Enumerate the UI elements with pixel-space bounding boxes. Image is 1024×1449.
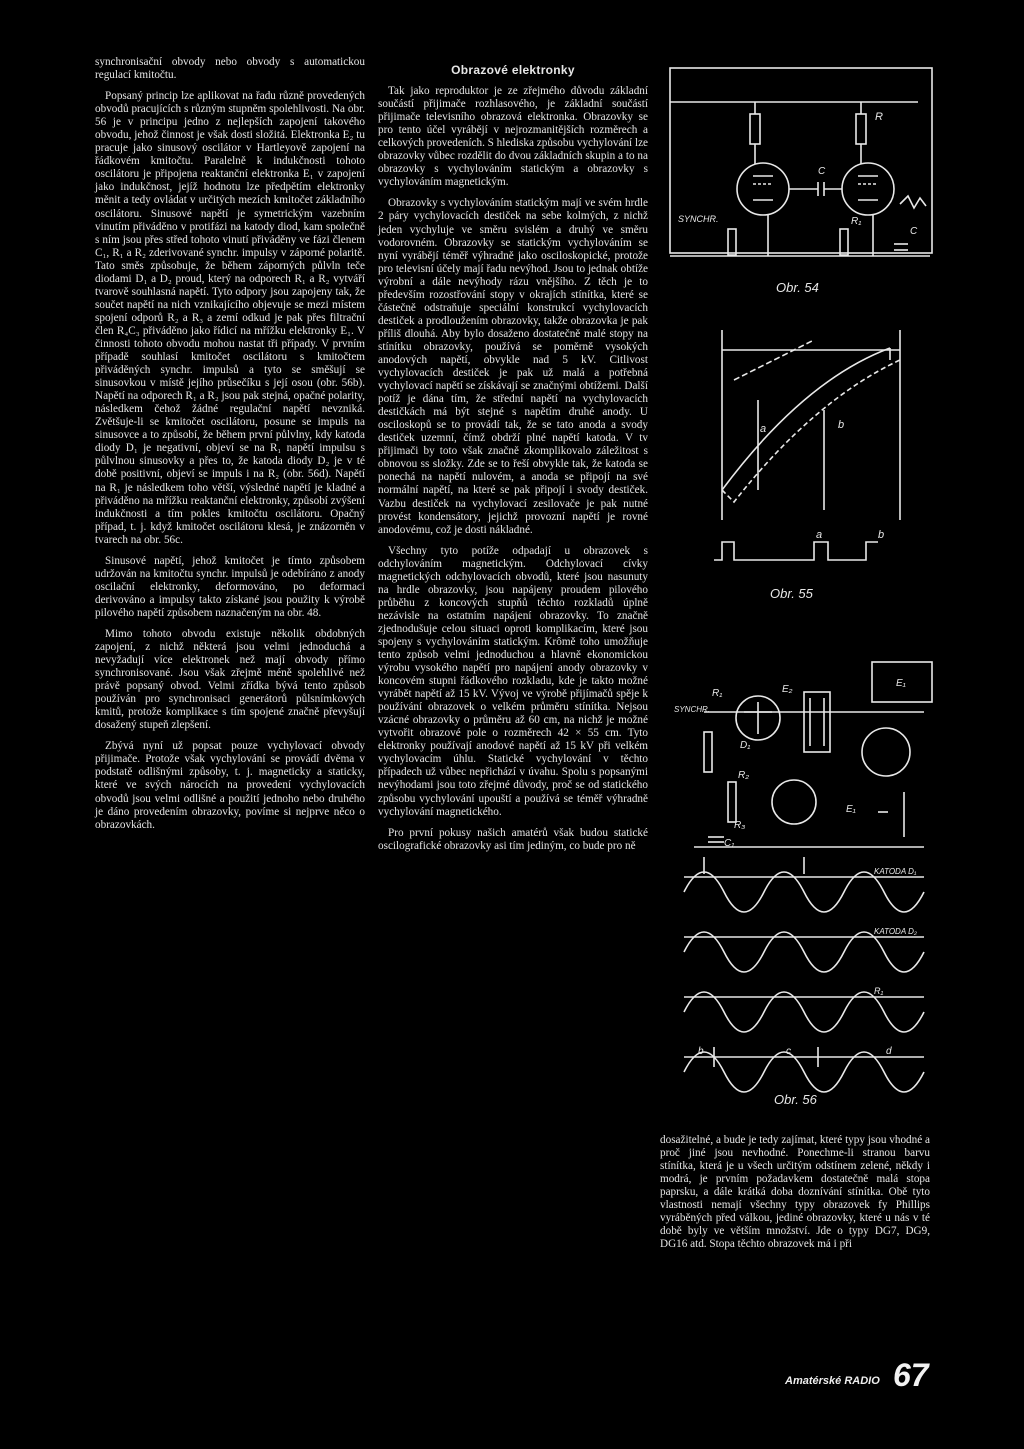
label-e2-top: E₂: [782, 684, 793, 695]
text-column-1: [95, 56, 365, 832]
paragraph: Popsaný princip lze aplikovat na řadu různě provedených obvodů pracujících s různým stupněm spolehlivosti. Na obr. 56 je v principu jedno z nejlepších zapojení takového obvodu, jehož činnost je však dosti složitá. Elektronka E₂ tu pracuje jako sinusový oscilátor v Hartleyově zapojení na řádkovém kmitočtu. Paralelně k indukčnosti tohoto oscilátoru je připojena reaktanční elektronka E₁ v zapojení jako indukčnost, jejíž hodnotu lze předpětím elektronky měnit a tedy ovládat v určitých mezích kmitočet základního oscilátoru. Sinusové napětí je symetrickým vazebním vinutím přiváděno v protifázi na katody diod, kam společně s ním jsou přes střed tohoto vinutí přiváděny ve fázi členem C₁, R₁ a R₂ zderivované synchr. impulsy v záporné polaritě. Tato směs způsobuje, že během záporných půlvln teče diodami D₁ a D₂ proud, který na odporech R₁ a R₂ vytváří tvarově souhlasná napětí. Tyto odpory jsou zapojeny tak, že součet napětí na nich vznikajícího objevuje se mezi místem spojení odporů R₂ a R₃ a zemí odkud je pak přes filtrační člen R₄C₃ přiváděno jako řídicí na mřížku elektronky E₁. V činnosti tohoto obvodu mohou nastat tři případy. V prvním případě souhlasí kmitočet oscilátoru s kmitočtem přiváděných synchr. impulsů a tyto se směšují se sinusovkou v místě jejího průsečíku s její osou (obr. 56b). Napětí na odporech R₁ a R₂ jsou pak stejná, opačné polarity, následkem čehož žádné regulační napětí nevzniká. Zvětšuje-li se kmitočet oscilátoru, posune se impuls na sinusovce a to způsobí, že během první půlvlny, kdy katoda diody D₁ je negativní, objeví se na R₁ napětí impulsu s půlvlnou sinusovky a přes to, že katoda diody D₂ je v té době positivní, objeví se impuls i na R₂ (obr. 56d). Napětí na R₁ je následkem toho větší, výsledné napětí je kladné a přiváděno na mřížku reaktanční elektronky, způsobí zvýšení indukčnosti a tím pokles kmitočtu oscilátoru. Opačný případ, t. j. když kmitočet oscilátoru klesá, je znázorněn v tvarech na obr. 56c.: [95, 90, 365, 546]
label-b: b: [838, 419, 845, 431]
paragraph: Pro první pokusy našich amatérů však budou statické oscilografické obrazovky asi tím jediným, co bude pro ně: [378, 826, 648, 852]
label-katoda-d1: KATODA D₁: [874, 867, 917, 876]
label-e1-top: E₁: [896, 678, 906, 689]
label-d: d: [886, 1046, 892, 1057]
label-r1-wave: R₁: [874, 986, 884, 996]
figure-frame: [670, 68, 932, 253]
paragraph: dosažitelné, a bude je tedy zajímat, které typy jsou vhodné a proč jiné jsou nevhodné. Ponechme-li stranou barvu stínítka, která je u všech určitým odstínem zelené, někdy i modrá, je prvním požadavkem dostatečně malá stopa paprsku, a dále krátká doba doznívání stínítka. Obě tyto vlastnosti nemají všechny typy obrazovek fy Phillips vyráběných před válkou, jediné obrazovky, které u nás v té době byly ve větším množství. Jde o typy DG7, DG9, DG16 atd. Stopa těchto obrazovek má i při: [660, 1134, 930, 1251]
label-r1: R₁: [851, 216, 862, 227]
tube-1: [737, 163, 789, 215]
label-e1: E₁: [846, 804, 856, 815]
tube-2: [842, 163, 894, 215]
caption-obr-55: Obr. 55: [770, 586, 813, 601]
paragraph: Tak jako reproduktor je ze zřejmého důvodu základní součástí přijimače rozhlasového, je základní součástí přijimače televisního obrazová elektronka. Obrazovky se pro tento účel vyrábějí v nejrozmanitějších rozměrech a celkových provedeních. S hlediska způsobu vychylování lze obrazovky vůbec rozdělit do dvou základních skupin a to na obrazovky s vychylováním statickým a obrazovky s vychylováním magnetickým.: [378, 85, 648, 189]
label-synchr: SYNCHR.: [678, 214, 719, 224]
page-number: 67: [893, 1357, 929, 1393]
label-c: C: [818, 166, 826, 177]
tube-e1: [862, 728, 910, 776]
paragraph: synchronisační obvody nebo obvody s automatickou regulací kmitočtu.: [95, 56, 365, 82]
caption-obr-54: Obr. 54: [776, 280, 819, 295]
paragraph: Obrazovky s vychylováním statickým mají ve svém hrdle 2 páry vychylovacích destiček na sebe kolmých, z nichž jeden vychyluje ve směru svislém a druhý ve směru vodorovném. Obrazovky se statickým vychylováním se nyní vyrábějí téměř výhradně jako osciloskopické, protože pro televisní účely mají řadu nevýhod. Jsou to jednak obtíže výrobní a dále nevýhody rázu vnějšího. Z těch je to především rozostřování stopy v okrajích stínítka, které se částečně odstraňuje speciální konstrukcí vychylovacích destiček a prodloužením obrazovky, takže obrazovka je pak příliš dlouhá. Aby bylo dosaženo dostatečně malé stopy na stínítku obrazovky, používá se poměrně vysokých anodových napětí, obvykle nad 5 kV. Citlivost vychylovacích destiček je pak už malá a potřebná vychylovací napětí se získávají se značnými obtížemi. Další potíž je dána tím, že střední napětí na vychylovacích destičkách má být stejné s napětím druhé anody. U osciloskopů se to provádí tak, že se tato anoda a svody destiček uzemní, čímž obdrží plné napětí katoda. V tv přijimači by toto však značně zkomplikovalo záležitost s obnovou ss složky. Zde se to řeší obvykle tak, že katoda se ponechá na napětí nulovém, a anoda se připojí na své normální napětí, na které se pak připojí i svody destiček. Vazbu destiček na vychylovací zesilovače je pak nutné provést kondensátory, jejichž provozní napětí je rovné anodovému, což je dosti nákladné.: [378, 197, 648, 536]
paragraph: Sinusové napětí, jehož kmitočet je tímto způsobem udržován na kmitočtu synchr. impulsů je odebíráno z anody oscilační elektronky, deformováno, po deformaci derivováno a impulsy takto získané jsou použity k výrobě pilového napětí způsobem naznačeným na obr. 48.: [95, 554, 365, 619]
figure-55-waveforms: [694, 320, 934, 620]
magazine-name: Amatérské RADIO: [785, 1375, 880, 1387]
label-r: R: [875, 111, 883, 123]
coil: [804, 692, 830, 752]
text-column-3: [660, 1134, 930, 1251]
label-b2: b: [878, 529, 885, 541]
paragraph: Všechny tyto potíže odpadají u obrazovek s odchylováním magnetickým. Odchylovací cívky magnetických odchylovacích obvodů, které jsou nasunuty na hrdle obrazovky, jsou napájeny proudem pilového průběhu z koncových stupňů těchto rozkladů úplně nezávisle na ostatním napájení obrazovky. To značně zjednodušuje celou situaci oproti komplikacím, které jsou spojeny s vychylováním statickým. Krômě toho umožňuje tento způsob velmi jednoduchou a hlavně ekonomickou výrobu vysokého napětí pro napájení anody obrazovky v koncovém stupni řádkového rozkladu, kde je takto možné vyrábět napětí až 15 kV. Vývoj ve výrobě přijímačů spěje k používání obrazovek o velkém průměru stínítka. Nejsou vzácné obrazovky o průměru až 60 cm, na nichž je možné vytvořit obrazové pole o rozměrech 42 × 55 cm. Tyto elektronky používají anodové napětí až 15 kV při velkém vychylovacím úhlu. Statické vychylování v těchto případech už vůbec nepřichází v úvahu. Spolu s popsanými nevýhodami jsou toto zřejmé důvody, proč se od statického způsobu vychylování upouští a používá se téměř výhradně vychylování magnetického.: [378, 544, 648, 818]
label-r1: R₁: [712, 688, 723, 699]
tube-e2: [772, 780, 816, 824]
label-c2: C: [910, 226, 918, 237]
section-heading: Obrazové elektronky: [451, 63, 575, 77]
label-r2: R₂: [738, 770, 750, 781]
label-a2: a: [816, 529, 823, 541]
label-r3: R₃: [734, 820, 746, 831]
label-c: c: [786, 1046, 791, 1057]
figure-54-circuit: [668, 64, 950, 295]
label-katoda-d2: KATODA D₂: [874, 927, 917, 936]
label-b: b: [698, 1046, 704, 1057]
page-footer: [785, 1355, 935, 1395]
label-c1: C₁: [724, 838, 735, 849]
paragraph: Mimo tohoto obvodu existuje několik obdobných zapojení, z nichž některá jsou velmi jednoduchá a nevyžadují více elektronek než mají obvody přímo synchronisované. Jsou však zřejmě méně spolehlivé než právě popsaný obvod. Velmi zřídka bývá tento způsob používán pro synchronisaci generátorů půlsnímkových kmitů, protože komplikace s tím spojené značně převyšují dosažený stupeň zlepšení.: [95, 627, 365, 732]
label-d1: D₁: [740, 740, 751, 751]
caption-obr-56: Obr. 56: [774, 1092, 817, 1107]
paragraph: Zbývá nyní už popsat pouze vychylovací obvody přijimače. Protože však vychylování se provádí dvěma v podstatě odlišnými způsoby, t. j. magneticky a staticky, které ve svých nárocích na provedení vychylovacích obvodů jsou velmi odlišné a použití jednoho nebo druhého je dáno provedením obrazovky, povíme si nejprve něco o obrazovkách.: [95, 740, 365, 831]
label-a: a: [760, 423, 767, 435]
figure-56-circuit: [674, 652, 944, 1112]
text-column-2: [378, 64, 648, 853]
label-synchr: SYNCHR.: [674, 705, 711, 714]
